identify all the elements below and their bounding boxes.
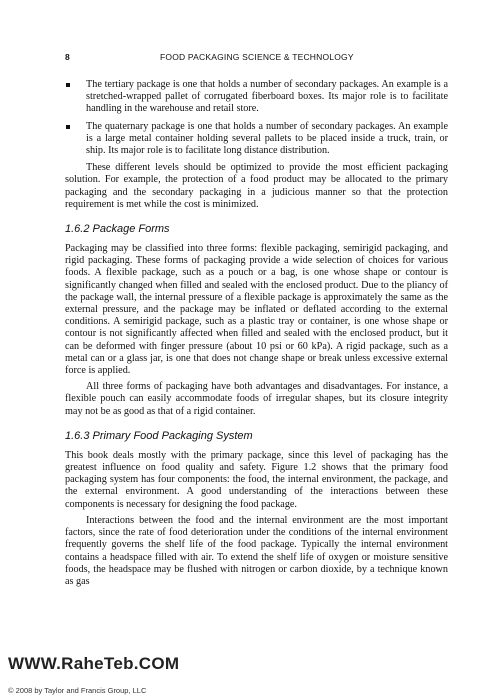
- paragraph: Interactions between the food and the internal environment are the most important factors, since the rate of food deterioration under the conditions of the internal environment frequently governs the shelf life of the food package. Typically the internal environment contains a headspace filled with air. To extend the shelf life of oxygen or moisture sensitive foods, the headspace may be flushed with nitrogen or carbon dioxide, by a technique known as gas: [65, 514, 448, 587]
- copyright-footer: © 2008 by Taylor and Francis Group, LLC: [8, 686, 147, 695]
- body-text: [65, 79, 448, 588]
- bullet-item-tertiary: [65, 79, 448, 116]
- running-title: FOOD PACKAGING SCIENCE & TECHNOLOGY: [160, 52, 354, 62]
- paragraph: All three forms of packaging have both advantages and disadvantages. For instance, a flexible pouch can easily accommodate foods of irregular shapes, but its closure integrity may not be as good as that of a rigid container.: [65, 381, 448, 417]
- section-heading-package-forms: 1.6.2 Package Forms: [65, 223, 170, 236]
- running-header: [65, 52, 445, 66]
- paragraph: Packaging may be classified into three forms: flexible packaging, semirigid packaging, and rigid packaging. These forms of packaging provide a wide selection of choices for various foods. A flexible package, such as a pouch or a bag, is one whose shape or contour is significantly changed when filled and sealed with the enclosed product. Due to the pliancy of the package wall, the internal pressure of a flexible package is approximately the same as the external pressure, and the package may be inflated or deflated according to the external conditions. A semirigid package, such as a plastic tray or container, is one whose shape or contour is not significantly affected when filled and sealed with the enclosed product, but it can be deformed with finger pressure (about 10 psi or 60 kPa). A rigid package, such as a metal can or a glass jar, is one that does not change shape or break unless excessive external force is applied.: [65, 243, 448, 377]
- bullet-item-quaternary: [65, 121, 448, 158]
- bullet-text: The tertiary package is one that holds a number of secondary packages. An example is a stretched-wrapped pallet of corrugated fiberboard boxes. Its major role is to facilitate handling in the warehouse and retail store.: [86, 79, 448, 115]
- section-heading-primary-system: 1.6.3 Primary Food Packaging System: [65, 429, 253, 442]
- intro-paragraph: These different levels should be optimized to provide the most efficient packaging solution. For example, the protection of a food product may be allocated to the primary packaging and the secondary packaging in a judicious manner so that the protection requirement is met while the cost is minimized.: [65, 162, 448, 210]
- paragraph: This book deals mostly with the primary package, since this level of packaging has the greatest influence on food quality and safety. Figure 1.2 shows that the primary food packaging system has four components: the food, the internal environment, the package, and the external environment. A good understanding of the interactions between these components is necessary for designing the food package.: [65, 449, 448, 510]
- bullet-text: The quaternary package is one that holds a number of secondary packages. An example is a large metal container holding several pallets to be placed inside a truck, train, or ship. Its major role is to facilitate long distance distribution.: [86, 120, 448, 157]
- watermark-logo: WWW.RaheTeb.COM: [8, 654, 180, 673]
- bullet-marker-icon: [66, 83, 70, 87]
- page-number: 8: [65, 52, 70, 62]
- bullet-marker-icon: [66, 125, 70, 129]
